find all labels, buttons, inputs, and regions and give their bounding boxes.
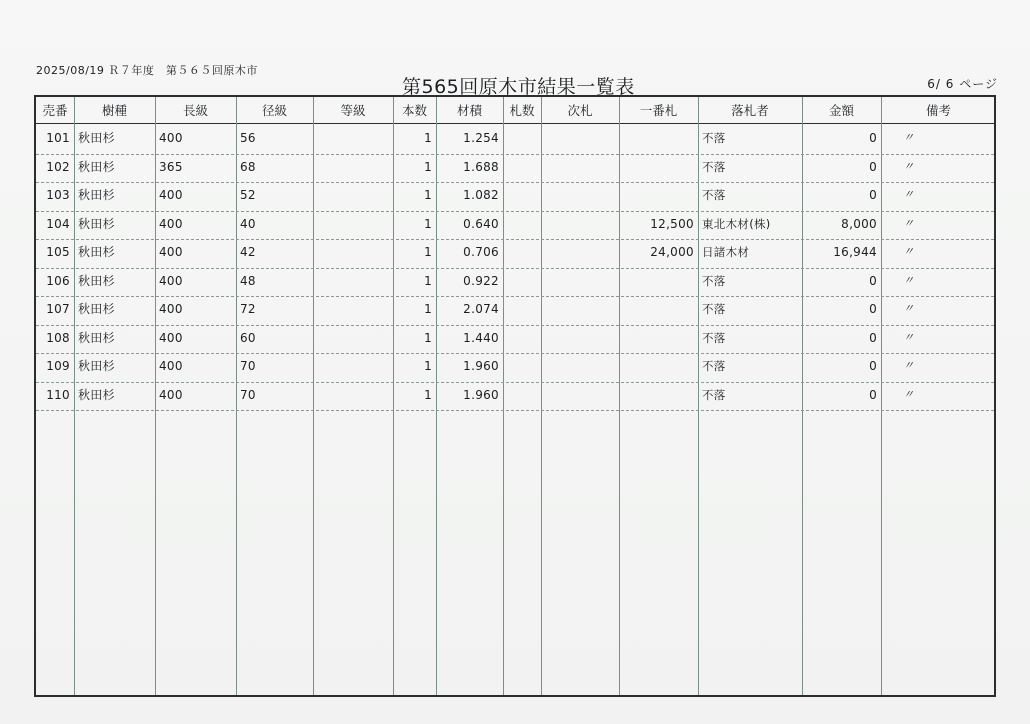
column-header-grade: 等級 <box>340 103 366 118</box>
cell-remarks: 〃 <box>903 159 915 173</box>
column-header-amount: 金額 <box>828 103 854 118</box>
cell-amount: 0 <box>869 131 877 145</box>
cell-amount: 16,944 <box>833 245 877 259</box>
cell-sale-no: 102 <box>46 159 70 174</box>
cell-sale-no: 107 <box>46 302 70 316</box>
cell-species: 秋田杉 <box>78 216 115 231</box>
cell-volume: 2.074 <box>463 302 499 316</box>
cell-sale-no: 104 <box>46 216 70 231</box>
cell-winner: 不落 <box>702 273 726 288</box>
table-row <box>36 353 994 383</box>
cell-species: 秋田杉 <box>78 273 115 288</box>
cell-amount: 0 <box>869 359 877 373</box>
cell-volume: 1.960 <box>463 387 499 402</box>
cell-count: 1 <box>424 330 432 345</box>
cell-length-class: 400 <box>159 330 183 345</box>
table-row <box>36 125 994 155</box>
cell-volume: 1.082 <box>463 188 499 202</box>
cell-volume: 1.960 <box>463 359 499 373</box>
cell-volume: 1.688 <box>463 159 499 174</box>
cell-diameter-class: 40 <box>240 216 256 231</box>
cell-winner: 不落 <box>702 131 726 145</box>
table-row <box>36 382 994 412</box>
date-session-info: 2025/08/19 Ｒ７年度 第５６５回原木市 <box>36 64 258 77</box>
cell-length-class: 400 <box>159 387 183 402</box>
cell-length-class: 400 <box>159 302 183 316</box>
cell-remarks: 〃 <box>903 131 915 144</box>
cell-diameter-class: 60 <box>240 330 256 345</box>
cell-count: 1 <box>424 159 432 174</box>
cell-volume: 0.706 <box>463 245 499 259</box>
table-row <box>36 268 994 298</box>
cell-amount: 0 <box>869 159 877 174</box>
table-row <box>36 239 994 269</box>
table-row <box>36 182 994 212</box>
cell-species: 秋田杉 <box>78 188 115 202</box>
cell-diameter-class: 42 <box>240 245 256 259</box>
column-header-bid-count: 札数 <box>509 103 535 118</box>
cell-length-class: 400 <box>159 245 183 259</box>
column-header-first-bid: 一番札 <box>639 103 678 118</box>
cell-volume: 0.640 <box>463 216 499 231</box>
cell-winner: 不落 <box>702 159 726 174</box>
cell-length-class: 400 <box>159 131 183 145</box>
page-number: 6/ 6 ページ <box>927 77 998 91</box>
cell-species: 秋田杉 <box>78 359 115 373</box>
cell-remarks: 〃 <box>903 387 915 401</box>
cell-diameter-class: 48 <box>240 273 256 288</box>
cell-length-class: 400 <box>159 359 183 373</box>
cell-remarks: 〃 <box>903 216 915 230</box>
cell-winner: 東北木材(株) <box>702 216 771 231</box>
cell-first-bid: 24,000 <box>650 245 694 259</box>
column-header-sale-no: 売番 <box>42 103 68 118</box>
cell-length-class: 400 <box>159 188 183 202</box>
cell-volume: 1.440 <box>463 330 499 345</box>
column-header-remarks: 備考 <box>925 103 951 118</box>
cell-species: 秋田杉 <box>78 245 115 259</box>
cell-amount: 8,000 <box>841 216 877 231</box>
cell-species: 秋田杉 <box>78 159 115 174</box>
cell-diameter-class: 52 <box>240 188 256 202</box>
cell-amount: 0 <box>869 330 877 345</box>
cell-sale-no: 110 <box>46 387 70 402</box>
cell-first-bid: 12,500 <box>650 216 694 231</box>
cell-remarks: 〃 <box>903 330 915 344</box>
cell-amount: 0 <box>869 273 877 288</box>
page-title: 第565回原木市結果一覧表 <box>402 76 635 98</box>
column-header-volume: 材積 <box>456 103 482 118</box>
column-header-count: 本数 <box>401 103 427 118</box>
table-row <box>36 296 994 326</box>
cell-sale-no: 103 <box>46 188 70 202</box>
results-table <box>34 95 996 697</box>
cell-remarks: 〃 <box>903 188 915 201</box>
cell-count: 1 <box>424 273 432 288</box>
cell-diameter-class: 72 <box>240 302 256 316</box>
cell-remarks: 〃 <box>903 302 915 315</box>
cell-winner: 不落 <box>702 387 726 402</box>
cell-remarks: 〃 <box>903 245 915 258</box>
cell-diameter-class: 56 <box>240 131 256 145</box>
column-header-second-bid: 次札 <box>567 103 593 118</box>
cell-sale-no: 108 <box>46 330 70 345</box>
cell-count: 1 <box>424 359 432 373</box>
cell-count: 1 <box>424 302 432 316</box>
cell-species: 秋田杉 <box>78 330 115 345</box>
table-row <box>36 154 994 184</box>
cell-species: 秋田杉 <box>78 131 115 145</box>
cell-length-class: 365 <box>159 159 183 174</box>
cell-amount: 0 <box>869 188 877 202</box>
column-header-species: 樹種 <box>101 103 127 118</box>
cell-sale-no: 105 <box>46 245 70 259</box>
cell-remarks: 〃 <box>903 273 915 287</box>
cell-winner: 不落 <box>702 359 726 373</box>
cell-count: 1 <box>424 387 432 402</box>
cell-species: 秋田杉 <box>78 387 115 402</box>
cell-species: 秋田杉 <box>78 302 115 316</box>
cell-diameter-class: 68 <box>240 159 256 174</box>
cell-sale-no: 101 <box>46 131 70 145</box>
column-header-length-class: 長級 <box>182 103 208 118</box>
cell-length-class: 400 <box>159 216 183 231</box>
cell-diameter-class: 70 <box>240 387 256 402</box>
cell-length-class: 400 <box>159 273 183 288</box>
column-header-winner: 落札者 <box>731 103 769 118</box>
cell-winner: 日諸木材 <box>702 245 750 259</box>
table-row <box>36 325 994 355</box>
cell-volume: 1.254 <box>463 131 499 145</box>
cell-volume: 0.922 <box>463 273 499 288</box>
header-divider <box>36 123 994 124</box>
cell-count: 1 <box>424 131 432 145</box>
cell-count: 1 <box>424 245 432 259</box>
cell-amount: 0 <box>869 302 877 316</box>
cell-count: 1 <box>424 216 432 231</box>
table-row <box>36 211 994 241</box>
cell-diameter-class: 70 <box>240 359 256 373</box>
cell-winner: 不落 <box>702 188 726 202</box>
cell-amount: 0 <box>869 387 877 402</box>
cell-winner: 不落 <box>702 330 726 345</box>
cell-winner: 不落 <box>702 302 726 316</box>
cell-remarks: 〃 <box>903 359 915 372</box>
column-header-diameter-class: 径級 <box>261 103 287 118</box>
cell-count: 1 <box>424 188 432 202</box>
cell-sale-no: 109 <box>46 359 70 373</box>
cell-sale-no: 106 <box>46 273 70 288</box>
